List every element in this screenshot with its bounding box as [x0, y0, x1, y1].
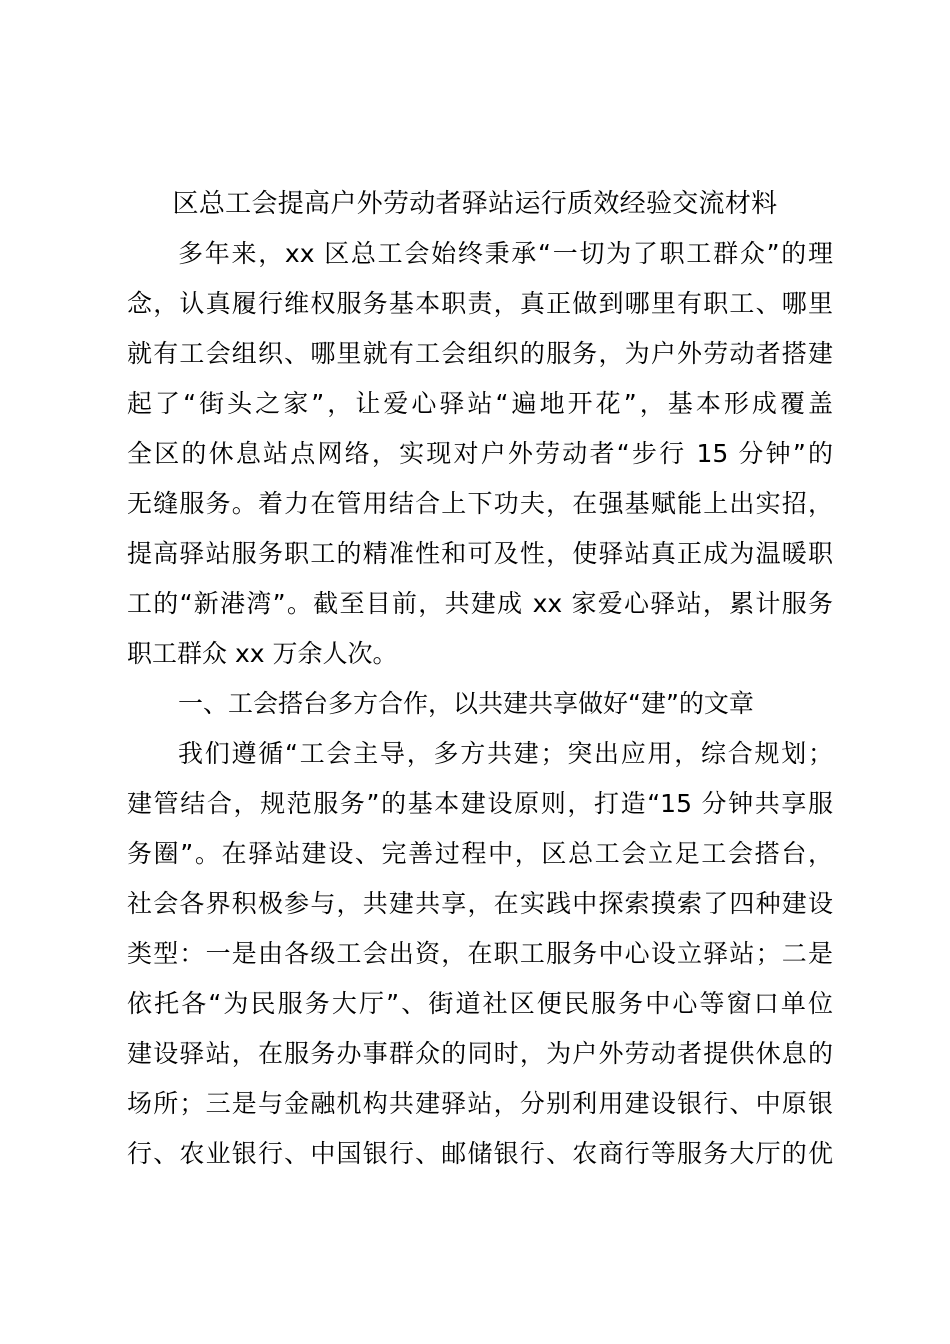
section-heading: 一、工会搭台多方合作，以共建共享做好“建”的文章: [178, 689, 754, 718]
paragraph-1-line: 就有工会组织、哪里就有工会组织的服务，为户外劳动者搭建: [127, 339, 833, 368]
paragraph-2-line: 行、农业银行、中国银行、邮储银行、农商行等服务大厅的优: [127, 1139, 833, 1168]
paragraph-2-line: 建设驿站，在服务办事群众的同时，为户外劳动者提供休息的: [127, 1039, 833, 1068]
paragraph-1-line: 全区的休息站点网络，实现对户外劳动者“步行 15 分钟”的: [127, 439, 833, 468]
paragraph-2-line: 类型：一是由各级工会出资，在职工服务中心设立驿站；二是: [127, 939, 833, 968]
paragraph-2-line: 依托各“为民服务大厅”、街道社区便民服务中心等窗口单位: [127, 989, 833, 1018]
paragraph-1-line: 工的“新港湾”。截至目前，共建成 xx 家爱心驿站，累计服务: [127, 589, 833, 618]
paragraph-1-line: 提高驿站服务职工的精准性和可及性，使驿站真正成为温暖职: [127, 539, 833, 568]
paragraph-2-line: 场所；三是与金融机构共建驿站，分别利用建设银行、中原银: [127, 1089, 833, 1118]
paragraph-1-line: 念，认真履行维权服务基本职责，真正做到哪里有职工、哪里: [127, 289, 833, 318]
paragraph-2-line: 社会各界积极参与，共建共享，在实践中探索摸索了四种建设: [127, 889, 833, 918]
paragraph-2-line: 我们遵循“工会主导，多方共建；突出应用，综合规划；: [178, 739, 833, 768]
document-title: 区总工会提高户外劳动者驿站运行质效经验交流材料: [172, 189, 778, 219]
paragraph-1-line: 职工群众 xx 万余人次。: [127, 639, 398, 668]
paragraph-2-line: 建管结合，规范服务”的基本建设原则，打造“15 分钟共享服: [127, 789, 833, 818]
paragraph-1-line: 多年来，xx 区总工会始终秉承“一切为了职工群众”的理: [178, 239, 833, 268]
paragraph-1-line: 无缝服务。着力在管用结合上下功夫，在强基赋能上出实招，: [127, 489, 833, 518]
paragraph-1-line: 起了“街头之家”，让爱心驿站“遍地开花”，基本形成覆盖: [127, 389, 833, 418]
paragraph-2-line: 务圈”。在驿站建设、完善过程中，区总工会立足工会搭台，: [127, 839, 833, 868]
